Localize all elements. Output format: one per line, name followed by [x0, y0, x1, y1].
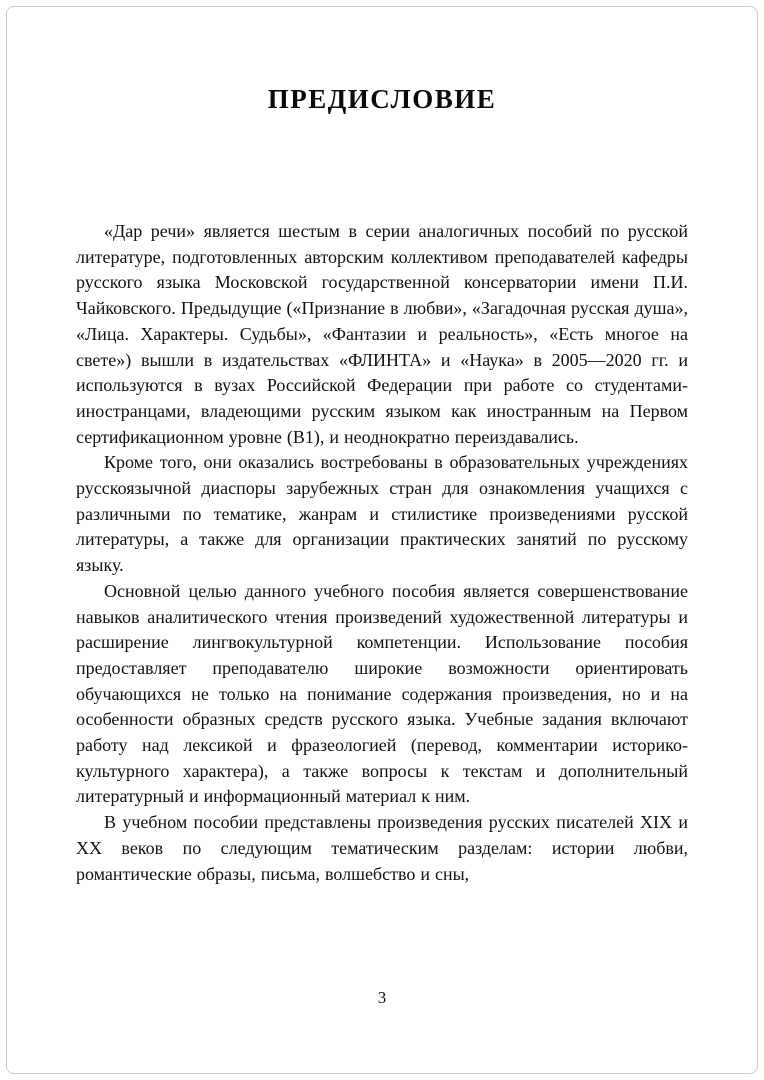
page-content: [76, 0, 688, 887]
page-number: 3: [377, 988, 387, 1007]
paragraph: Основной целью данного учебного пособия является совершенствование навыков аналитического чтения произведений художественной литературы и расширение лингвокультурной компетенции. Использование пособия предоставляет преподавателю широкие возможности ориентировать обучающихся не только на понимание содержания произведения, но и на особенности образных средств русского языка. Учебные задания включают работу над лексикой и фразеологией (перевод, комментарии историко-культурного характера), а также вопросы к текстам и дополнительный литературный и информационный материал к ним.: [76, 580, 688, 807]
paragraph: Кроме того, они оказались востребованы в образовательных учреждениях русскоязычной диаспоры зарубежных стран для ознакомления учащихся с различными по тематике, жанрам и стилистике произведениями русской литературы, а также для организации практических занятий по русскому языку.: [76, 452, 688, 576]
page-title: ПРЕДИСЛОВИЕ: [267, 84, 497, 114]
paragraph: «Дар речи» является шестым в серии аналогичных пособий по русской литературе, подготовленных авторским коллективом преподавателей кафедры русского языка Московской государственной консерватории имени П.И. Чайковского. Предыдущие («Признание в любви», «Загадочная русская душа», «Лица. Характеры. Судьбы», «Фантазии и реальность», «Есть многое на свете») вышли в издательствах «ФЛИНТА» и «Наука» в 2005—2020 гг. и используются в вузах Российской Федерации при работе со студентами-иностранцами, владеющими русским языком как иностранным на Первом сертификационном уровне (В1), и неоднократно переиздавались.: [76, 221, 688, 447]
body-text: [76, 219, 688, 887]
paragraph: В учебном пособии представлены произведения русских писателей XIX и XX веков по следующим тематическим разделам: истории любви, романтические образы, письма, волшебство и сны,: [76, 812, 688, 884]
